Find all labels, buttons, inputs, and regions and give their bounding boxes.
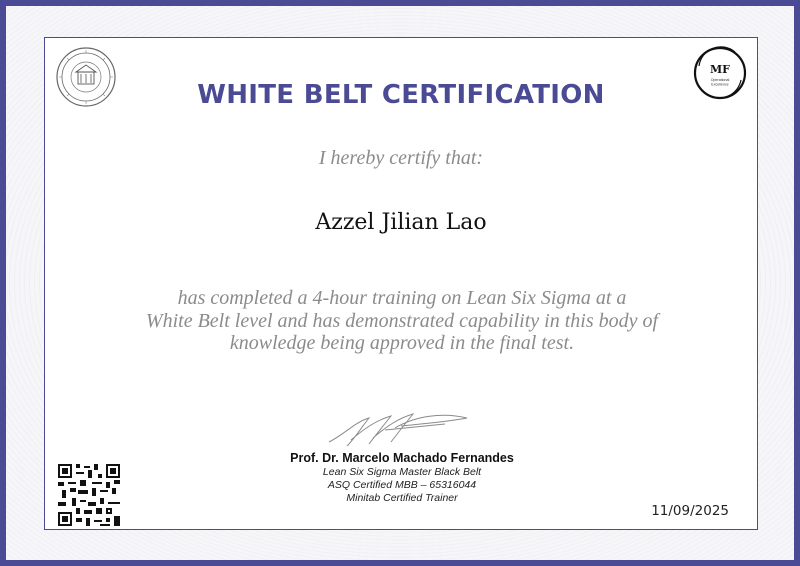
certificate-title: WHITE BELT CERTIFICATION	[197, 80, 605, 110]
logo-initials: MF	[710, 63, 730, 76]
signer-title-2: ASQ Certified MBB – 65316044	[327, 479, 477, 491]
signer-title-1: Lean Six Sigma Master Black Belt	[322, 466, 482, 478]
signer-title-3: Minitab Certified Trainer	[346, 492, 458, 504]
signer-name: Prof. Dr. Marcelo Machado Fernandes	[290, 451, 514, 465]
certificate-body	[125, 287, 679, 355]
qr-code-icon[interactable]	[58, 464, 120, 531]
body-line-1: has completed a 4-hour training on Lean Six Sigma at a	[177, 287, 627, 309]
certify-intro: I hereby certify that:	[318, 147, 484, 169]
recipient-name: Azzel Jilian Lao	[315, 210, 487, 235]
certificate-panel	[44, 37, 758, 530]
issue-date: 11/09/2025	[651, 503, 729, 519]
signer-block	[45, 451, 759, 505]
logo-subtitle-line-1: Operational	[710, 78, 730, 82]
body-line-3: knowledge being approved in the final test.	[229, 332, 575, 354]
body-line-2: White Belt level and has demonstrated capability in this body of	[145, 309, 659, 332]
logo-subtitle-line-2: Excellence	[711, 82, 729, 87]
signature-icon	[325, 408, 475, 455]
